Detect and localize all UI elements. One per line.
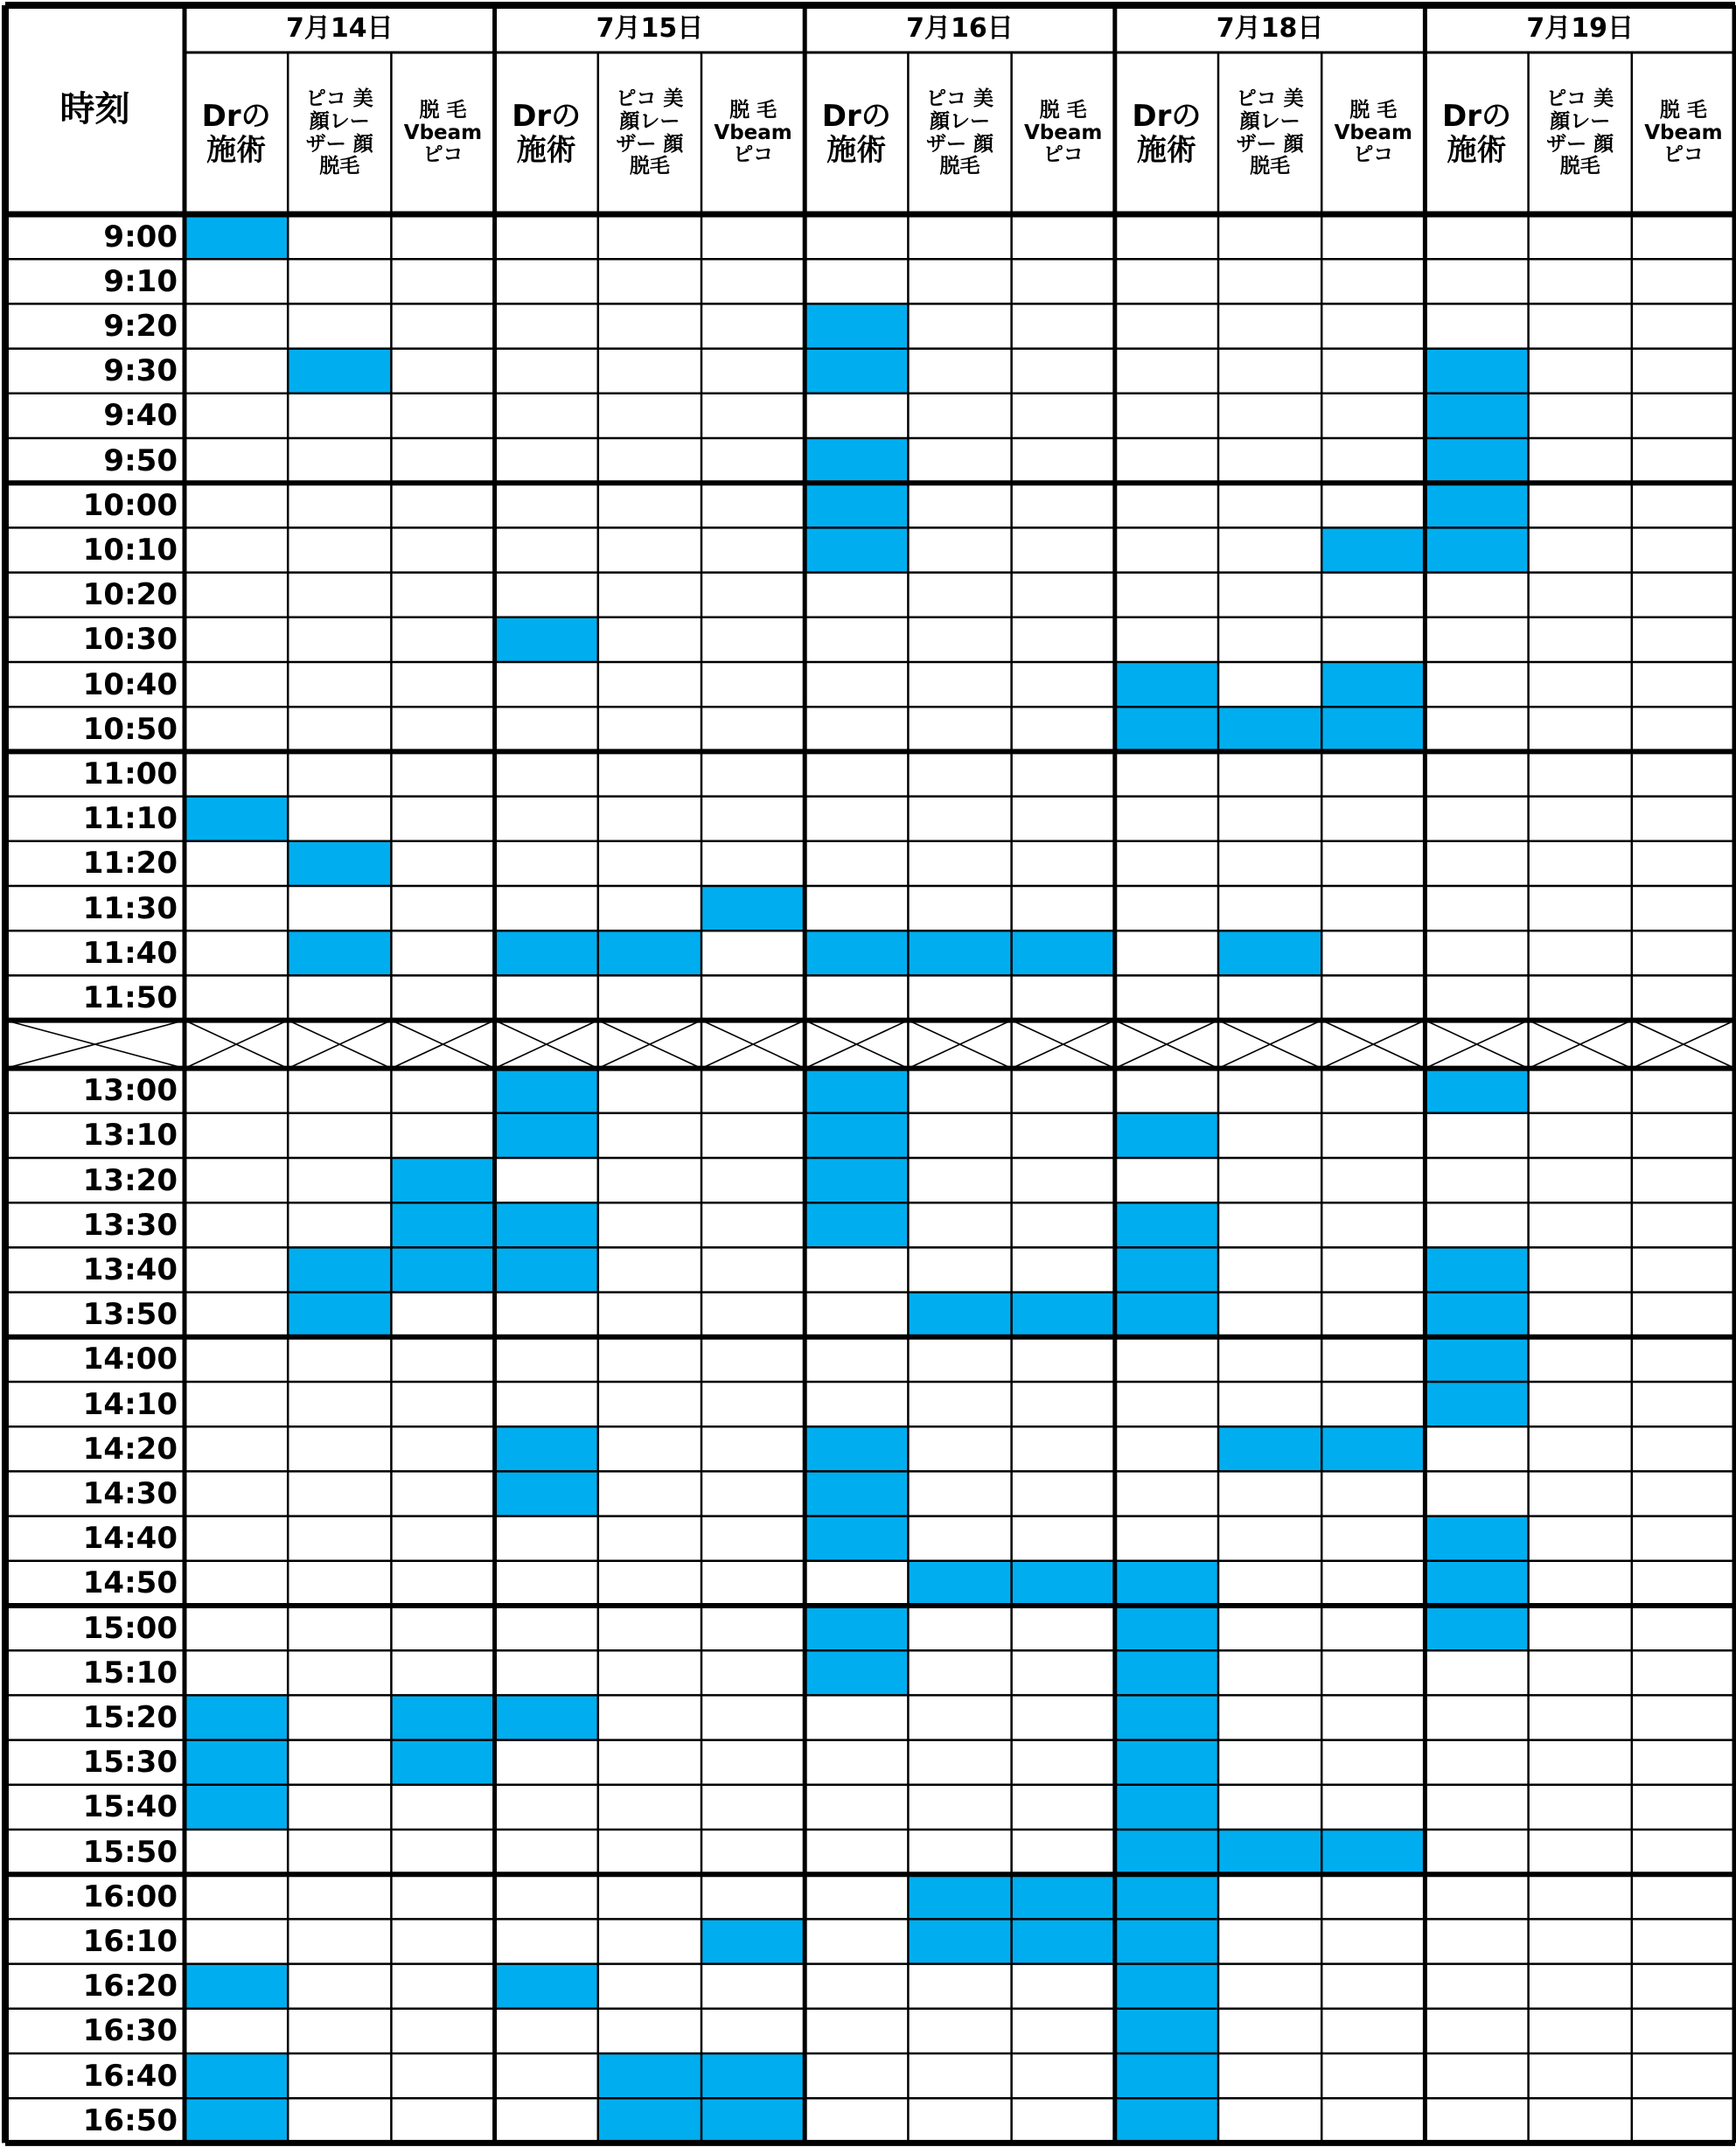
time-label-text: 16:00 xyxy=(82,1879,178,1914)
time-label-text: 14:20 xyxy=(82,1431,178,1467)
column-header-line: ピコ xyxy=(1042,143,1084,167)
time-label-text: 14:30 xyxy=(82,1475,178,1511)
time-label-text: 10:30 xyxy=(82,622,178,658)
time-label xyxy=(5,2009,178,2053)
column-header-line: Vbeam xyxy=(1644,121,1723,144)
time-label xyxy=(5,527,178,572)
date-header xyxy=(805,5,1115,52)
time-label xyxy=(5,259,178,303)
time-label-text: 16:30 xyxy=(82,2013,178,2049)
time-label xyxy=(5,1113,178,1158)
time-label-text: 13:20 xyxy=(82,1162,178,1198)
column-header-dr xyxy=(1425,52,1528,214)
time-label-text: 9:00 xyxy=(103,219,178,254)
column-header-line: 脱毛 xyxy=(1559,155,1600,178)
column-header-line: 施術 xyxy=(1447,132,1507,168)
date-header-label: 7月16日 xyxy=(906,13,1014,45)
time-label-text: 14:10 xyxy=(82,1386,178,1422)
time-label xyxy=(5,841,178,886)
column-header-line: ザー 顔 xyxy=(305,132,373,156)
time-label xyxy=(5,707,178,751)
date-header xyxy=(185,5,495,52)
date-header-label: 7月19日 xyxy=(1526,13,1634,45)
column-header-dr xyxy=(185,52,288,214)
column-header-line: 顔レー xyxy=(929,109,990,133)
date-header xyxy=(1425,5,1735,52)
time-label xyxy=(5,1516,178,1561)
column-header-line: 施術 xyxy=(1136,132,1196,168)
time-label-text: 10:00 xyxy=(82,487,178,523)
column-header-pico_face xyxy=(908,52,1011,214)
time-label-text: 14:40 xyxy=(82,1521,178,1557)
column-header-line: 脱毛 xyxy=(629,155,670,178)
time-label xyxy=(5,886,178,931)
column-header-line: 施術 xyxy=(826,132,887,168)
time-label xyxy=(5,2098,178,2143)
time-label-text: 15:40 xyxy=(82,1789,178,1825)
column-header-dr xyxy=(1115,52,1218,214)
date-header-label: 7月14日 xyxy=(285,13,394,45)
time-label-text: 10:50 xyxy=(82,711,178,747)
time-label xyxy=(5,931,178,975)
time-label-text: 11:10 xyxy=(82,801,178,837)
column-header-line: Vbeam xyxy=(403,121,483,144)
column-header-line: 脱毛 xyxy=(1250,155,1291,178)
column-header-line: 顔レー xyxy=(309,109,370,133)
time-label-text: 16:20 xyxy=(82,1969,178,2004)
time-label xyxy=(5,214,178,259)
time-label-text: 9:30 xyxy=(103,353,178,389)
time-label-text: 16:40 xyxy=(82,2058,178,2094)
time-label xyxy=(5,751,178,796)
column-header-line: ピコ xyxy=(422,143,464,167)
time-label xyxy=(5,1426,178,1471)
time-label-text: 15:30 xyxy=(82,1745,178,1781)
column-header-line: Drの xyxy=(821,99,891,135)
time-label xyxy=(5,975,178,1020)
column-header-line: ピコ 美 xyxy=(1546,87,1614,110)
column-header-line: ピコ 美 xyxy=(925,87,993,110)
time-label xyxy=(5,1830,178,1874)
time-label-text: 10:40 xyxy=(82,666,178,702)
time-label xyxy=(5,394,178,438)
column-header-vbeam_pico xyxy=(391,52,494,214)
column-header-line: ザー 顔 xyxy=(1546,132,1614,156)
column-header-line: Vbeam xyxy=(1024,121,1103,144)
time-label-text: 11:20 xyxy=(82,846,178,882)
time-label xyxy=(5,1337,178,1382)
column-header-line: Vbeam xyxy=(714,121,792,144)
time-label xyxy=(5,483,178,527)
time-label xyxy=(5,1069,178,1113)
time-label-text: 9:10 xyxy=(103,263,178,299)
column-header-line: 脱 毛 xyxy=(419,98,467,122)
time-label-text: 11:00 xyxy=(82,756,178,791)
time-column-header xyxy=(5,5,185,214)
column-header-line: 脱毛 xyxy=(319,155,360,178)
column-header-line: 施術 xyxy=(516,132,576,168)
date-header-label: 7月18日 xyxy=(1216,13,1324,45)
column-header-pico_face xyxy=(598,52,701,214)
time-label-text: 15:10 xyxy=(82,1655,178,1690)
time-label xyxy=(5,617,178,662)
time-label-text: 11:30 xyxy=(82,890,178,926)
time-label xyxy=(5,1919,178,1963)
time-label-text: 16:10 xyxy=(82,1923,178,1959)
column-header-line: 脱 毛 xyxy=(1349,98,1398,122)
time-label-text: 14:50 xyxy=(82,1565,178,1601)
column-header-line: 脱 毛 xyxy=(1659,98,1707,122)
column-header-line: ザー 顔 xyxy=(616,132,684,156)
time-label-text: 16:50 xyxy=(82,2102,178,2138)
column-header-line: 脱 毛 xyxy=(1039,98,1087,122)
column-header-line: 顔レー xyxy=(619,109,680,133)
time-label xyxy=(5,1606,178,1650)
time-label-text: 11:50 xyxy=(82,979,178,1015)
column-header-vbeam_pico xyxy=(1012,52,1115,214)
time-column-header-label: 時刻 xyxy=(59,89,130,130)
column-header-line: ピコ xyxy=(733,143,774,167)
time-label-text: 10:20 xyxy=(82,577,178,613)
time-label-text: 9:20 xyxy=(103,308,178,344)
time-label xyxy=(5,349,178,394)
time-label xyxy=(5,1650,178,1695)
date-header-label: 7月15日 xyxy=(596,13,704,45)
column-header-dr xyxy=(805,52,908,214)
time-label-text: 15:20 xyxy=(82,1699,178,1735)
column-header-pico_face xyxy=(288,52,391,214)
time-label xyxy=(5,1247,178,1292)
time-label xyxy=(5,1561,178,1606)
date-header xyxy=(1115,5,1426,52)
column-header-vbeam_pico xyxy=(701,52,805,214)
column-header-line: ピコ xyxy=(1663,143,1704,167)
column-header-dr xyxy=(495,52,598,214)
time-label-text: 13:50 xyxy=(82,1297,178,1333)
time-label-text: 9:40 xyxy=(103,398,178,434)
column-header-line: ピコ xyxy=(1353,143,1394,167)
column-header-line: 顔レー xyxy=(1239,109,1300,133)
time-label xyxy=(5,1293,178,1337)
time-label xyxy=(5,1964,178,2009)
time-label xyxy=(5,1785,178,1830)
time-label xyxy=(5,438,178,483)
column-header-vbeam_pico xyxy=(1632,52,1735,214)
column-header-line: 脱毛 xyxy=(939,155,980,178)
time-label xyxy=(5,573,178,617)
column-header-line: ザー 顔 xyxy=(1236,132,1304,156)
column-header-line: Drの xyxy=(201,99,271,135)
column-header-pico_face xyxy=(1529,52,1632,214)
column-header-line: ピコ 美 xyxy=(616,87,684,110)
column-header-line: ピコ 美 xyxy=(305,87,373,110)
time-label-text: 10:10 xyxy=(82,532,178,568)
time-label xyxy=(5,797,178,841)
time-label xyxy=(5,303,178,348)
time-label xyxy=(5,1695,178,1739)
time-label xyxy=(5,1874,178,1919)
time-label-text: 11:40 xyxy=(82,935,178,971)
time-label xyxy=(5,1202,178,1247)
time-label xyxy=(5,662,178,707)
column-header-line: Drの xyxy=(512,99,582,135)
column-header-line: 施術 xyxy=(206,132,267,168)
column-header-line: 顔レー xyxy=(1550,109,1611,133)
column-header-vbeam_pico xyxy=(1321,52,1425,214)
time-label-text: 13:40 xyxy=(82,1251,178,1287)
column-header-line: ザー 顔 xyxy=(925,132,993,156)
time-label xyxy=(5,1158,178,1202)
column-header-line: Vbeam xyxy=(1334,121,1412,144)
date-header xyxy=(495,5,805,52)
time-label xyxy=(5,1471,178,1516)
time-label-text: 15:00 xyxy=(82,1610,178,1646)
time-label xyxy=(5,2053,178,2098)
column-header-line: ピコ 美 xyxy=(1236,87,1304,110)
column-header-line: Drの xyxy=(1441,99,1511,135)
column-header-pico_face xyxy=(1218,52,1321,214)
time-label-text: 14:00 xyxy=(82,1342,178,1377)
time-label-text: 13:00 xyxy=(82,1073,178,1109)
column-header-line: 脱 毛 xyxy=(729,98,777,122)
column-header-line: Drの xyxy=(1132,99,1202,135)
time-label-text: 13:10 xyxy=(82,1118,178,1154)
time-label-text: 13:30 xyxy=(82,1207,178,1243)
time-label xyxy=(5,1382,178,1426)
time-label-text: 15:50 xyxy=(82,1834,178,1870)
time-label xyxy=(5,1740,178,1785)
time-label-text: 9:50 xyxy=(103,443,178,478)
